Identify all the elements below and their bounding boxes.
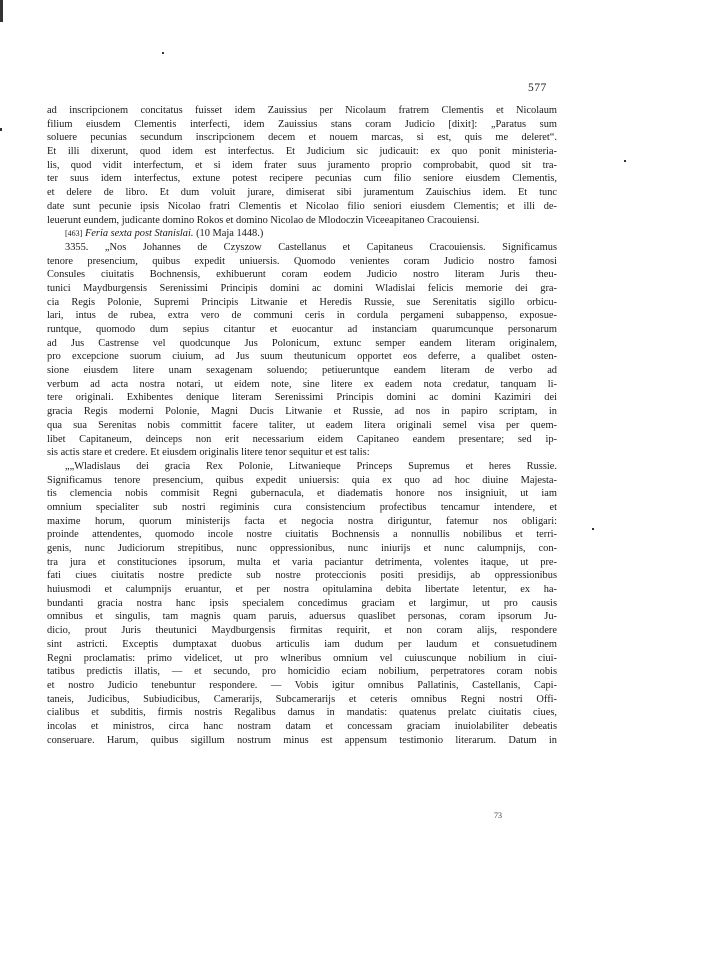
text-line: runtque, quomodo dum sepius citantur et euocantur ad instanciam quarumcunque personarum bbox=[47, 324, 557, 335]
text-line: date sunt pecunie ipsis Nicolao fratri Clementis et Nicolao filio seniori eiusdem Clementis; et illi de- bbox=[47, 200, 557, 212]
text-line: lari, intus de rubea, extra vero de communi ceris in cordula pergameni subappenso, exposue- bbox=[47, 310, 557, 322]
text-line: cia Regis Polonie, Supremi Principis Litwanie et Heredis Russie, sue Serenitatis sigillo orbicu- bbox=[47, 296, 557, 308]
text-line: omnibus et singulis, tam magnis quam paruis, aduersus quaslibet personas, coram ipsorum Ju- bbox=[47, 611, 557, 623]
text-line: proinde attendentes, quomodo incole nostre ciuitatis Bochnensis a nonnullis nobilibus et terri- bbox=[47, 529, 557, 541]
text-line: tere originali. Exhibentes denique literam Serenissimi Principis domini ac domini Kazimiri dei bbox=[47, 392, 557, 404]
text-line: et delere de libro. Et dum voluit jurare, dimiserat sibi juramentum Zauischius idem. Et tunc bbox=[47, 187, 557, 199]
signature-mark: 73 bbox=[494, 811, 502, 820]
text-line: Regni proclamatis: primo videlicet, ut pro wlneribus omnium vel cuiuscunque nobilium in ciui- bbox=[47, 652, 557, 664]
text-line: bundanti gracia nostra hanc ipsis specialem concedimus graciam et largimur, ut pro causis bbox=[47, 597, 557, 609]
scan-dot-right bbox=[624, 160, 626, 162]
date-value: (10 Maja 1448.) bbox=[196, 228, 264, 240]
text-line: sint astricti. Exceptis dumptaxat duobus articulis iam dudum per laudum et consuetudinem bbox=[47, 638, 557, 650]
text-line: soluere pecunias secundum inscripcionem decem et nouem marcas, si est, quis me deleret“. bbox=[47, 132, 557, 144]
text-line: sis actis stare et credere. Et eiusdem originalis litere tenor sequitur et est talis: bbox=[47, 447, 370, 459]
text-line: leuerunt eundem, judicante domino Rokos et domino Nicolao de Mlodoczin Viceeapitaneo Cracouiensi. bbox=[47, 214, 480, 226]
text-line: huiusmodi et calumpnijs eruantur, et per nostra opitulamina debita libertate letentur, ex ha- bbox=[47, 584, 557, 596]
text-line: tra jura et constituciones ipsorum, multa et varia paciantur detrimenta, volentes itaque, ut pre- bbox=[47, 556, 557, 568]
text-line: maxime horum, quorum ministerijs facta et negocia nostra diriguntur, fatemur nos obligari: bbox=[47, 515, 557, 527]
document-text bbox=[47, 104, 557, 747]
text-line: 3355. „Nos Johannes de Czyszow Castellanus et Capitaneus Cracouiensis. Significamus bbox=[65, 241, 557, 253]
text-line: conseruare. Harum, quibus sigillum nostrum minus est appensum testimonio literarum. Datum in bbox=[47, 734, 557, 746]
text-line: incolas et ministros, circa hanc nostram datam et concessam graciam inuiolabiliter debeatis bbox=[47, 720, 557, 732]
text-line: gracia Regis moderni Polonie, Magni Ducis Litwanie et Russie, ad nos in papiro scriptam, in bbox=[47, 406, 557, 418]
scan-dot-lower-right bbox=[592, 528, 594, 530]
text-line: tis clemencia nobis commisit Regni gubernacula, et diadematis honore nos insigniuit, ut iam bbox=[47, 488, 557, 500]
text-line: ad Jus Castrense vel quodcunque Jus Polonicum, extunc semper eandem literam originalem, bbox=[47, 337, 557, 349]
scan-edge-mark-left bbox=[0, 128, 2, 131]
text-line: cialibus et subditis, firmis nostris Regalibus damus in mandatis: quatenus prelatc ciuitatis ciues, bbox=[47, 707, 557, 719]
page-number: 577 bbox=[528, 82, 547, 94]
text-line: libet Capitaneum, deinceps non erit necessarium eidem Capitaneo eandem presentare; sed ip- bbox=[47, 433, 557, 445]
text-line: verbum ad acta nostra notari, ut eidem note, sine litere ex eadem nota credatur, tanquam li- bbox=[47, 378, 557, 390]
text-line: Significamus tenore presencium, quibus expedit uniuersis: quia ex quo ad hoc diuine Majesta- bbox=[47, 474, 557, 486]
text-line: Et illi dixerunt, quod idem est interfectus. Et Judicium sic judicauit: ex quo ponit ministeria- bbox=[47, 146, 557, 158]
text-line: sione eiusdem litere unam sexagenam soluendo; petiueruntque eandem literam de verbo ad bbox=[47, 365, 557, 377]
text-line: taneis, Judicibus, Subiudicibus, Camerarijs, Subcamerarijs et ceteris omnibus Regni nostri Offi- bbox=[47, 693, 557, 705]
text-line: tunici Maydburgensis Serenissimi Principis domini ac domini Wladislai felicis memorie dei gra- bbox=[47, 282, 557, 294]
scan-edge-mark-top-left bbox=[0, 0, 3, 22]
text-line: omnium specialiter sub nostri regiminis cura consistencium profectibus tencamur intendere, et bbox=[47, 501, 557, 513]
text-line: pro excepcione suorum ciuium, ad Jus suum theutunicum opportet eos deferre, a qualibet osten- bbox=[47, 351, 557, 363]
text-line bbox=[47, 227, 557, 241]
text-line: qua sua Serenitas nobis committit facere taliter, ut eadem litera originali semel visa per quem- bbox=[47, 419, 557, 431]
text-line: dicio, prout Juris theutunici Maydburgensis firmitas requirit, et non coram alijs, respondere bbox=[47, 625, 557, 637]
text-line: „„Wladislaus dei gracia Rex Polonie, Litwanieque Princeps Supremus et heres Russie. bbox=[65, 460, 557, 472]
text-line: Consules ciuitatis Bochnensis, exhibuerunt coram eodem Judicio nostro literam Juris theu- bbox=[47, 269, 557, 281]
scan-dot-top bbox=[162, 52, 164, 54]
text-line: tenore presencium, quibus expedit uniuersis. Quomodo venientes coram Judicio nostro famosi bbox=[47, 255, 557, 267]
text-line: filium eiusdem Clementis interfecti, idem Zauissius stans coram Judicio [dixit]: „Paratus sum bbox=[47, 118, 557, 130]
date-heading: Feria sexta post Stanislai. bbox=[84, 228, 194, 240]
text-line: tatibus predictis illatis, — et secundo, pro homicidio eciam nobilium, perpetratores coram nobis bbox=[47, 666, 557, 678]
text-line: lis, quod vidit interfectum, et si idem frater suus juramento proprio comprobabit, quod sit tra- bbox=[47, 159, 557, 171]
text-line: fati ciues ciuitatis nostre predicte sub nostre proteccionis positi presidijs, ab oppressionibus bbox=[47, 570, 557, 582]
text-line: ter suus idem interfectus, extune potest recipere pecunias cum filio seniore eiusdem Clementis, bbox=[47, 173, 557, 185]
text-line: genis, nunc Judiciorum strepitibus, nunc oppressionibus, nunc iniurijs et nunc calumpnijs, con- bbox=[47, 543, 557, 554]
date-marker: [463] bbox=[65, 229, 83, 239]
text-line: et nostro Judicio tenebuntur respondere. — Vobis igitur omnibus Pallatinis, Castellanis, Capi- bbox=[47, 679, 557, 691]
text-line: ad inscripcionem concitatus fuisset idem Zauissius per Nicolaum fratrem Clementis et Nicolaum bbox=[47, 105, 557, 116]
